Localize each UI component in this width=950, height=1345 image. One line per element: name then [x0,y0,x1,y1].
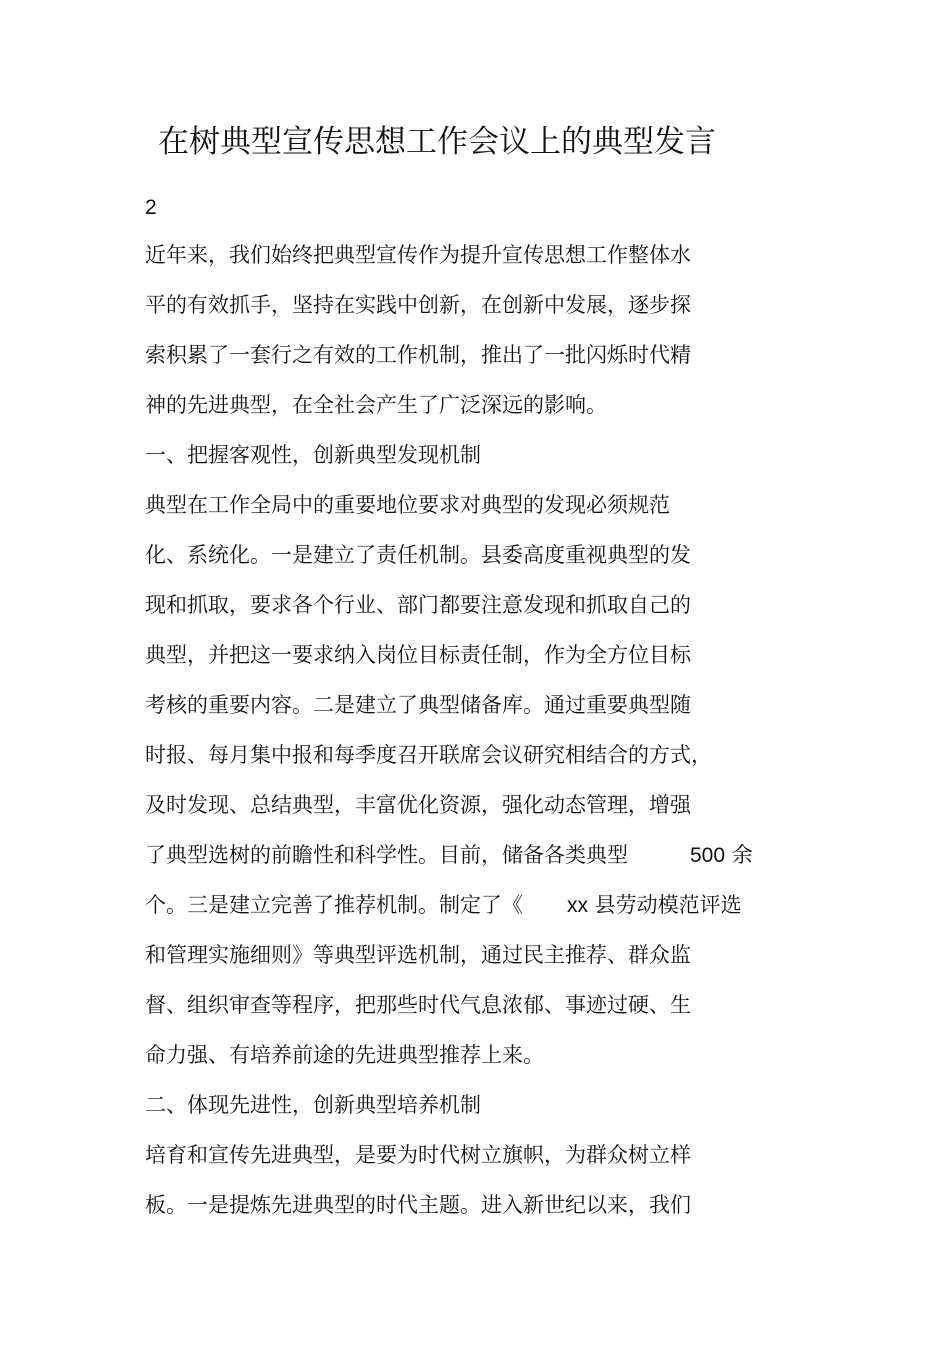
paragraph-line: 神的先进典型，在全社会产生了广泛深远的影响。 [145,393,607,417]
paragraph-line: 命力强、有培养前途的先进典型推荐上来。 [145,1043,544,1067]
section-heading-1: 一、把握客观性，创新典型发现机制 [145,443,481,467]
paragraph-line: 及时发现、总结典型，丰富优化资源，强化动态管理，增强 [145,793,691,817]
paragraph-line: 化、系统化。一是建立了责任机制。县委高度重视典型的发 [145,543,691,567]
paragraph-line: 典型在工作全局中的重要地位要求对典型的发现必须规范 [145,493,670,517]
line-text: 了典型选树的前瞻性和科学性。目前，储备各类典型 [145,843,628,867]
paragraph-line: 板。一是提炼先进典型的时代主题。进入新世纪以来，我们 [145,1193,691,1217]
paragraph-line: 现和抓取，要求各个行业、部门都要注意发现和抓取自己的 [145,593,691,617]
section-heading-2: 二、体现先进性，创新典型培养机制 [145,1093,481,1117]
paragraph-line [145,892,742,919]
line-placeholder-text: xx [567,894,588,917]
line-number-value: 500 [690,844,726,867]
paragraph-line: 督、组织审查等程序，把那些时代气息浓郁、事迹过硬、生 [145,993,691,1017]
paragraph-line: 考核的重要内容。二是建立了典型储备库。通过重要典型随 [145,693,691,717]
paragraph-line: 时报、每月集中报和每季度召开联席会议研究相结合的方式， [145,743,712,767]
document-number: 2 [145,196,157,219]
paragraph-line: 培育和宣传先进典型，是要为时代树立旗帜，为群众树立样 [145,1143,691,1167]
paragraph-line: 典型，并把这一要求纳入岗位目标责任制，作为全方位目标 [145,643,691,667]
line-text: 余 [725,843,753,867]
line-text: 县劳动模范评选 [588,893,742,917]
paragraph-line [145,842,753,869]
line-text: 个。三是建立完善了推荐机制。制定了《 [145,893,523,917]
paragraph-line: 近年来，我们始终把典型宣传作为提升宣传思想工作整体水 [145,243,691,267]
document-title: 在树典型宣传思想工作会议上的典型发言 [158,124,716,160]
paragraph-line: 和管理实施细则》等典型评选机制，通过民主推荐、群众监 [145,943,691,967]
paragraph-line: 平的有效抓手，坚持在实践中创新，在创新中发展，逐步探 [145,293,691,317]
paragraph-line: 索积累了一套行之有效的工作机制，推出了一批闪烁时代精 [145,343,691,367]
